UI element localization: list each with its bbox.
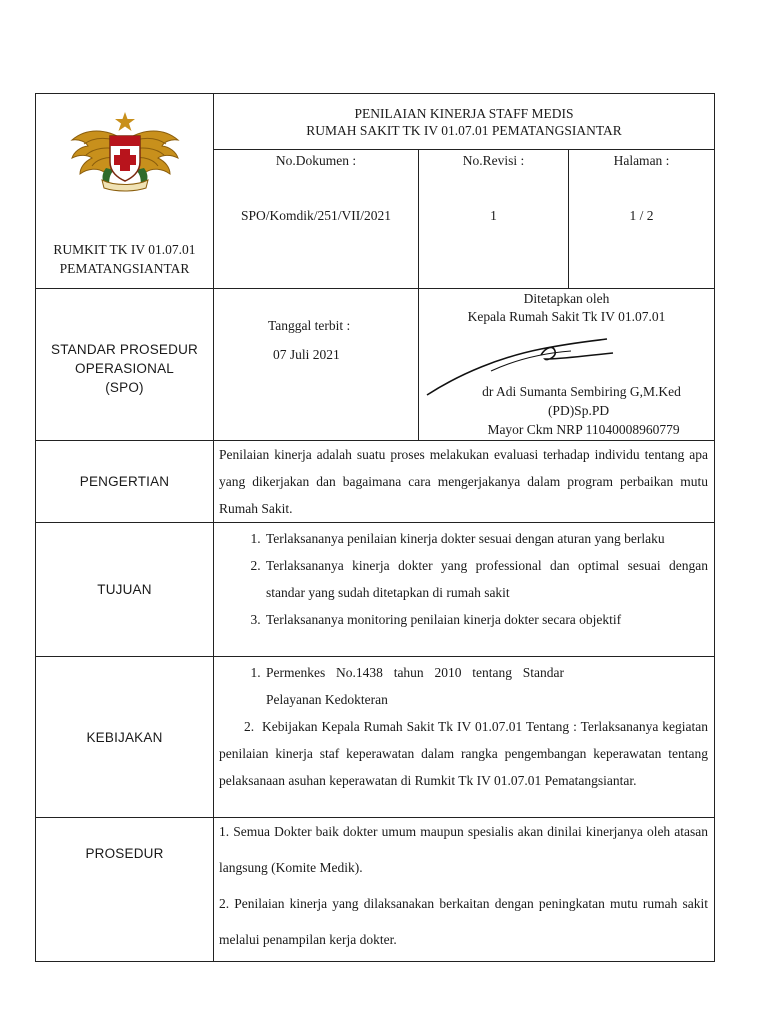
spo-label-cell xyxy=(36,289,214,441)
pengertian-text: Penilaian kinerja adalah suatu proses melakukan evaluasi terhadap individu tentang apa yang dikerjakan dan bagaimana cara mengerjakanya dalam program perbaikan mutu Rumah Sakit. xyxy=(219,447,709,516)
spo-label-line3: (SPO) xyxy=(105,380,144,395)
kebijakan-content-cell xyxy=(214,657,715,818)
halaman-cell xyxy=(569,150,715,289)
signer-title: (PD)Sp.PD xyxy=(547,403,610,418)
prosedur-paragraph-1: 1. Semua Dokter baik dokter umum maupun spesialis akan dinilai kinerjanya oleh atasan langsung (Komite Medik). xyxy=(219,824,709,875)
no-dokumen-cell xyxy=(214,150,419,289)
logo-container xyxy=(36,94,213,194)
institution-name-line1: RUMKIT TK IV 01.07.01 xyxy=(53,242,196,257)
tanggal-terbit-label: Tanggal terbit : xyxy=(268,318,351,333)
tujuan-item-2: 2. Terlaksananya kinerja dokter yang professional dan optimal sesuai dengan standar yang sudah ditetapkan di rumah sakit xyxy=(264,552,708,606)
signature-block xyxy=(419,289,714,439)
kebijakan-list xyxy=(214,657,714,713)
kebijakan-item-2 xyxy=(214,713,714,794)
kebijakan-item-1: 1. Permenkes No.1438 tahun 2010 tentang Standar Pelayanan Kedokteran xyxy=(264,659,564,713)
kebijakan-item-2-text: Kebijakan Kepala Rumah Sakit Tk IV 01.07.01 Tentang : Terlaksananya kegiatan penilaian kinerja staf keperawatan dalam rangka pengembangan keperawatan tentang pelaksanaan asuhan keperawatan di Rumkit Tk IV 01.07.01 Pematangsiantar. xyxy=(219,719,709,788)
document-title-line1: PENILAIAN KINERJA STAFF MEDIS xyxy=(354,106,574,122)
spo-label-line2: OPERASIONAL xyxy=(75,361,174,376)
no-dokumen-value: SPO/Komdik/251/VII/2021 xyxy=(240,208,391,224)
tujuan-list xyxy=(214,523,714,635)
no-revisi-value: 1 xyxy=(490,208,497,224)
spo-document-table xyxy=(35,93,715,962)
kebijakan-label: KEBIJAKAN xyxy=(36,657,214,818)
prosedur-paragraph-2: 2. Penilaian kinerja yang dilaksanakan berkaitan dengan peningkatan mutu rumah sakit melalui penampilan kerja dokter. xyxy=(219,896,709,947)
signer-rank-nrp: Mayor Ckm NRP 11040008960779 xyxy=(487,422,680,437)
tanggal-terbit-value: 07 Juli 2021 xyxy=(273,347,340,362)
signer-name: dr Adi Sumanta Sembiring G,M.Ked xyxy=(482,384,681,399)
institution-name-line2: PEMATANGSIANTAR xyxy=(59,261,190,276)
logo-institution-cell xyxy=(36,94,214,289)
halaman-value: 1 / 2 xyxy=(629,208,654,224)
military-hospital-emblem-icon xyxy=(66,110,184,194)
pengertian-content-cell xyxy=(214,441,715,523)
document-title-line2: RUMAH SAKIT TK IV 01.07.01 PEMATANGSIANTAR xyxy=(306,123,622,139)
tujuan-item-1: 1. Terlaksananya penilaian kinerja dokter sesuai dengan aturan yang berlaku xyxy=(264,525,708,552)
tanggal-terbit-cell xyxy=(214,289,419,441)
ditetapkan-line1: Ditetapkan oleh xyxy=(523,291,610,306)
spo-label-line1: STANDAR PROSEDUR xyxy=(51,342,198,357)
prosedur-content-cell xyxy=(214,818,715,962)
no-dokumen-label: No.Dokumen : xyxy=(275,153,357,169)
no-revisi-cell xyxy=(419,150,569,289)
halaman-label: Halaman : xyxy=(613,153,670,169)
document-title-cell xyxy=(214,94,715,150)
prosedur-label: PROSEDUR xyxy=(36,818,214,962)
tujuan-item-3: 3. Terlaksananya monitoring penilaian kinerja dokter secara objektif xyxy=(264,606,708,633)
tujuan-label: TUJUAN xyxy=(36,523,214,657)
kebijakan-item-2-number: 2. xyxy=(244,719,255,734)
tujuan-content-cell xyxy=(214,523,715,657)
ditetapkan-line2: Kepala Rumah Sakit Tk IV 01.07.01 xyxy=(467,309,666,324)
pengertian-label: PENGERTIAN xyxy=(36,441,214,523)
ditetapkan-cell xyxy=(419,289,715,441)
no-revisi-label: No.Revisi : xyxy=(462,153,525,169)
